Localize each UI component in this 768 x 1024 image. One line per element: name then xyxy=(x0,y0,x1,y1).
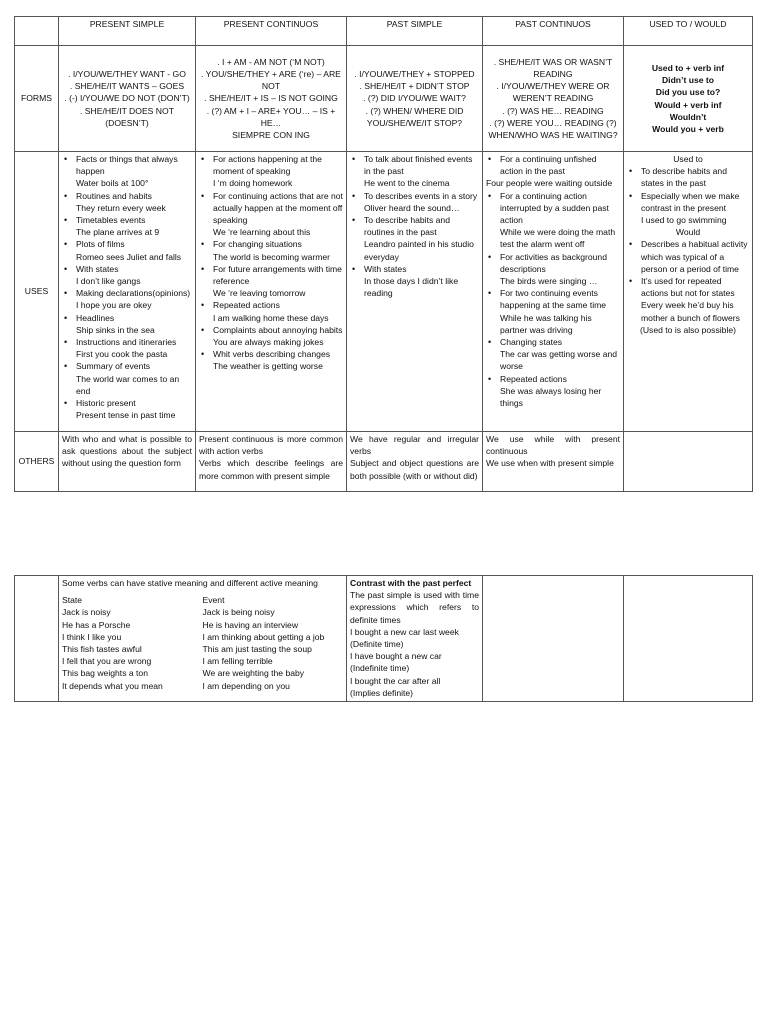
event-line: I am depending on you xyxy=(202,680,290,691)
list-item: • For a continuing action interrupted by a sudden past action While we were doing the math test the alarm went off xyxy=(500,190,620,251)
contrast-line: I bought the car after all xyxy=(350,675,441,686)
contrast-line: I bought a new car last week xyxy=(350,626,459,637)
others-present-simple: With who and what is possible to ask questions about the subject without using the question form xyxy=(59,432,196,492)
list-item: • It’s used for repeated actions but not for states Every week he’d buy his mother a bunch of flowers xyxy=(641,275,749,324)
others-line: We use while with present continuous xyxy=(486,434,620,457)
others-line: We have regular and irregular verbs xyxy=(350,434,479,457)
row-label-others: OTHERS xyxy=(15,432,59,492)
empty-cell xyxy=(483,576,624,702)
uses-present-simple xyxy=(59,152,196,432)
event-line: Jack is being noisy xyxy=(202,607,275,618)
others-line: Present continuous is more common with action verbs xyxy=(199,434,343,457)
form-line: Did you use to? xyxy=(655,87,721,98)
uses-row xyxy=(15,152,753,432)
contrast-line: (Indefinite time) xyxy=(350,663,410,674)
list-item: • To describe habits and routines in the past Leandro painted in his studio everyday xyxy=(364,214,479,263)
others-line: We use when with present simple xyxy=(486,458,614,469)
list-item: • Instructions and itineraries First you cook the pasta xyxy=(76,336,192,360)
list-item: • Describes a habitual activity which was typical of a person or a period of time xyxy=(641,238,749,275)
state-line: He has a Porsche xyxy=(62,619,131,630)
state-line: I think I like you xyxy=(62,631,122,642)
form-line: . (?) WHEN/ WHERE DID xyxy=(365,105,464,116)
event-line: This am just tasting the soup xyxy=(202,644,312,655)
form-line: . SHE/HE/IT WAS OR WASN’T xyxy=(493,56,613,67)
list-item: • To describe habits and states in the past xyxy=(641,165,749,189)
form-line: . I + AM - AM NOT (‘M NOT) xyxy=(217,56,325,67)
forms-used-to xyxy=(624,46,753,152)
list-item: • For future arrangements with time reference We ‘re leaving tomorrow xyxy=(213,263,343,300)
uses-present-continuous xyxy=(196,152,347,432)
subheading-used-to: Used to xyxy=(673,154,703,164)
list-item: • Plots of films Romeo sees Juliet and falls xyxy=(76,238,192,262)
forms-present-simple xyxy=(59,46,196,152)
list-item: • Changing states The car was getting worse and worse xyxy=(500,336,620,373)
list-item: • Complaints about annoying habits You are always making jokes xyxy=(213,324,343,348)
empty-cell xyxy=(624,576,753,702)
list-item: • To talk about finished events in the past He went to the cinema xyxy=(364,153,479,190)
list-item: • Especially when we make contrast in the present I used to go swimming xyxy=(641,190,749,227)
state-event-columns xyxy=(62,594,343,692)
form-line: . (-) I/YOU/WE DO NOT (DON’T) xyxy=(64,93,190,104)
list-item: • Facts or things that always happen Water boils at 100° xyxy=(76,153,192,190)
form-line: READING xyxy=(533,68,573,79)
event-line: We are weighting the baby xyxy=(202,668,305,679)
state-line: This bag weights a ton xyxy=(62,668,148,679)
forms-past-continuous xyxy=(483,46,624,152)
subheading-would: Would xyxy=(675,227,701,238)
form-line: Used to + verb inf xyxy=(651,62,725,73)
stative-row xyxy=(15,576,753,702)
header-present-continuous: PRESENT CONTINUOS xyxy=(196,17,347,46)
stative-title: Some verbs can have stative meaning and different active meaning xyxy=(62,578,318,588)
list-item: • Headlines Ship sinks in the sea xyxy=(76,312,192,336)
contrast-line: (Implies definite) xyxy=(350,687,414,698)
form-line: . (?) WAS HE… READING xyxy=(502,105,604,116)
contrast-cell xyxy=(347,576,483,702)
form-line: . (?) AM + I – ARE+ YOU… – IS + HE… xyxy=(206,105,336,128)
example-line: Four people were waiting outside xyxy=(486,178,613,189)
list-item: • For activities as background descriptions The birds were singing … xyxy=(500,251,620,288)
list-item: • Summary of events The world war comes to an end xyxy=(76,360,192,397)
contrast-line: (Definite time) xyxy=(350,639,404,650)
list-item: • For a continuing unfished action in the past xyxy=(500,153,620,177)
forms-present-continuous xyxy=(196,46,347,152)
others-past-simple xyxy=(347,432,483,492)
list-item: • Repeated actions I am walking home these days xyxy=(213,299,343,323)
contrast-intro: The past simple is used with time expressions which refers to definite times xyxy=(350,590,479,625)
others-past-continuous xyxy=(483,432,624,492)
form-line: Would + verb inf xyxy=(654,99,722,110)
contrast-line: I have bought a new car xyxy=(350,651,442,662)
event-line: I am thinking about getting a job xyxy=(202,631,325,642)
list-item: • For continuing actions that are not actually happen at the moment off speaking We ‘re learning about this xyxy=(213,190,343,239)
others-used-to xyxy=(624,432,753,492)
list-item: • Routines and habits They return every week xyxy=(76,190,192,214)
state-line: I fell that you are wrong xyxy=(62,656,152,667)
form-line: . I/YOU/WE/THEY WANT - GO xyxy=(68,68,186,79)
list-item: • Repeated actions She was always losing her things xyxy=(500,373,620,410)
header-used-to: USED TO / WOULD xyxy=(624,17,753,46)
header-past-continuous: PAST CONTINUOS xyxy=(483,17,624,46)
empty-label-cell xyxy=(15,576,59,702)
form-line: Didn’t use to xyxy=(661,75,715,86)
list-item: • Whit verbs describing changes The weather is getting worse xyxy=(213,348,343,372)
list-item: • Historic present Present tense in past time xyxy=(76,397,192,421)
event-line: I am felling terrible xyxy=(202,656,273,667)
state-line: Jack is noisy xyxy=(62,607,111,618)
state-heading: State xyxy=(62,595,83,606)
form-line: WHEN/WHO WAS HE WAITING? xyxy=(488,130,618,140)
form-line: . (?) DID I/YOU/WE WAIT? xyxy=(363,93,466,104)
form-line: . SHE/HE/IT DOES NOT (DOESN’T) xyxy=(80,105,174,128)
list-item: • For changing situations The world is becoming warmer xyxy=(213,238,343,262)
contrast-title: Contrast with the past perfect xyxy=(350,578,472,588)
header-present-simple: PRESENT SIMPLE xyxy=(59,17,196,46)
list-item: • To describes events in a story Oliver heard the sound… xyxy=(364,190,479,214)
event-column xyxy=(203,594,344,692)
form-line: . YOU/SHE/THEY + ARE (‘re) – ARE NOT xyxy=(201,68,341,92)
header-row xyxy=(15,17,753,46)
forms-past-simple xyxy=(347,46,483,152)
others-line: Subject and object questions are both possible (with or without did) xyxy=(350,458,479,481)
header-past-simple: PAST SIMPLE xyxy=(347,17,483,46)
event-line: He is having an interview xyxy=(202,619,299,630)
uses-past-continuous xyxy=(483,152,624,432)
row-label-forms: FORMS xyxy=(15,46,59,152)
others-present-continuous xyxy=(196,432,347,492)
form-line: . I/YOU/WE/THEY + STOPPED xyxy=(354,68,475,79)
note-line: (Used to is also possible) xyxy=(639,324,736,335)
form-line: . I/YOU/WE/THEY WERE OR xyxy=(496,81,610,92)
uses-used-to xyxy=(624,152,753,432)
forms-row xyxy=(15,46,753,152)
tenses-table xyxy=(14,16,753,492)
others-row xyxy=(15,432,753,492)
form-line: Would you + verb xyxy=(652,123,724,134)
state-line: It depends what you mean xyxy=(62,680,163,691)
form-line: . (?) WERE YOU… READING (?) xyxy=(489,117,617,128)
list-item: • Making declarations(opinions) I hope you are okey xyxy=(76,287,192,311)
row-label-uses: USES xyxy=(15,152,59,432)
others-line: Verbs which describe feelings are more common with present simple xyxy=(199,458,343,481)
form-line: SIEMPRE CON ING xyxy=(232,130,310,140)
list-item: • With states In those days I didn’t like reading xyxy=(364,263,479,300)
form-line: Wouldn’t xyxy=(669,111,707,122)
list-item: • Timetables events The plane arrives at 9 xyxy=(76,214,192,238)
form-line: WEREN’T READING xyxy=(512,93,594,104)
stative-verbs-table xyxy=(14,575,753,702)
stative-cell xyxy=(59,576,347,702)
list-item: • For two continuing events happening at the same time While he was talking his partner was driving xyxy=(500,287,620,336)
state-column xyxy=(62,594,203,692)
list-item: • With states I don’t like gangs xyxy=(76,263,192,287)
corner-cell xyxy=(15,17,59,46)
form-line: . SHE/HE/IT WANTS – GOES xyxy=(69,81,185,92)
form-line: . SHE/HE/IT + IS – IS NOT GOING xyxy=(204,93,338,104)
form-line: . SHE/HE/IT + DIDN’T STOP xyxy=(359,81,470,92)
event-heading: Event xyxy=(202,595,225,606)
form-line: YOU/SHE/WE/IT STOP? xyxy=(366,117,463,128)
uses-past-simple xyxy=(347,152,483,432)
list-item: • For actions happening at the moment of speaking I ‘m doing homework xyxy=(213,153,343,190)
state-line: This fish tastes awful xyxy=(62,644,142,655)
